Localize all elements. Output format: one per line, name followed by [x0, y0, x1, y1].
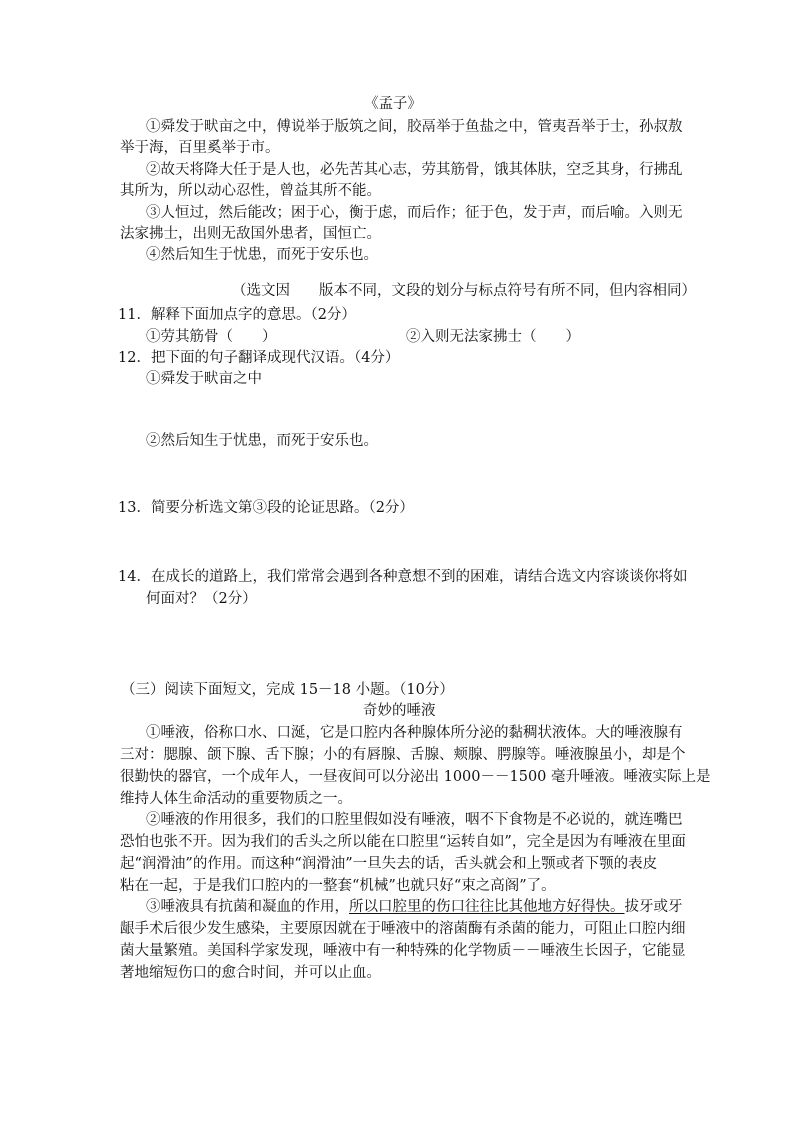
question-12-item-2: ②然后知生于忧患，而死于安乐也。 — [146, 433, 378, 449]
question-11: 11．解释下面加点字的意思。（2分） — [118, 307, 356, 323]
question-14-line-2: 何面对？（2分） — [146, 591, 257, 607]
passage-paragraph-1-line-1: ①舜发于畎亩之中，傅说举于版筑之间，胶鬲举于鱼盐之中，管夷吾举于士，孙叔敖 — [146, 119, 683, 135]
question-11-item-1: ①劳其筋骨（ ） — [146, 329, 277, 345]
article-paragraph-2-line-1: ②唾液的作用很多，我们的口腔里假如没有唾液，咽不下食物是不必说的，就连嘴巴 — [146, 812, 683, 828]
article-paragraph-3-line-3: 菌大量繁殖。美国科学家发现，唾液中有一种特殊的化学物质－－唾液生长因子，它能显 — [120, 943, 686, 959]
question-12-item-1: ①舜发于畎亩之中 — [146, 371, 262, 387]
passage-paragraph-1-line-2: 举于海，百里奚举于市。 — [120, 140, 280, 156]
article-paragraph-1-line-1: ①唾液，俗称口水、口涎，它是口腔内各种腺体所分泌的黏稠状液体。大的唾液腺有 — [146, 725, 683, 741]
article-paragraph-2-line-2: 恐怕也张不开。因为我们的舌头之所以能在口腔里“运转自如”，完全是因为有唾液在里面 — [120, 834, 686, 850]
article-paragraph-2-line-4: 粘在一起，于是我们口腔内的一整套“机械”也就只好“束之高阁”了。 — [120, 878, 556, 894]
question-14-line-1: 14．在成长的道路上，我们常常会遇到各种意想不到的困难，请结合选文内容谈谈你将如 — [118, 569, 688, 585]
article-paragraph-3-line-2: 龈手术后很少发生感染，主要原因就在于唾液中的溶菌酶有杀菌的能力，可阻止口腔内细 — [120, 921, 686, 937]
passage-paragraph-2-line-2: 其所为，所以动心忍性，曾益其所不能。 — [120, 183, 381, 199]
selection-note: （选文因 版本不同，文段的划分与标点符号有所不同，但内容相同） — [232, 283, 696, 299]
passage-title-mencius: 《孟子》 — [364, 96, 422, 112]
article-paragraph-1-line-4: 维持人体生命活动的重要物质之一。 — [120, 791, 352, 807]
passage-paragraph-2-line-1: ②故天将降大任于是人也，必先苦其心志，劳其筋骨，饿其体肤，空乏其身，行拂乱 — [146, 162, 683, 178]
article-paragraph-3-line-1 — [146, 897, 683, 917]
article-paragraph-3-suffix: 拔牙或牙 — [624, 899, 683, 915]
passage-paragraph-3-line-2: 法家拂士，出则无敌国外患者，国恒亡。 — [120, 226, 381, 242]
passage-paragraph-3-line-1: ③人恒过，然后能改；困于心，衡于虑，而后作；征于色，发于声，而后喻。入则无 — [146, 205, 683, 221]
article-title: 奇妙的唾液 — [363, 703, 436, 719]
section-3-heading: （三）阅读下面短文，完成 15－18 小题。（10分） — [121, 682, 454, 698]
article-paragraph-1-line-3: 很勤快的器官，一个成年人，一昼夜间可以分泌出 1000－－1500 毫升唾液。唾液实际上是 — [120, 769, 711, 785]
article-paragraph-1-line-2: 三对：腮腺、颌下腺、舌下腺；小的有唇腺、舌腺、颊腺、腭腺等。唾液腺虽小，却是个 — [120, 747, 686, 763]
passage-paragraph-4: ④然后知生于忧患，而死于安乐也。 — [146, 247, 378, 263]
article-paragraph-3-line-4: 著地缩短伤口的愈合时间，并可以止血。 — [120, 965, 381, 981]
underlined-sentence: 所以口腔里的伤口往往比其他地方好得快。 — [349, 899, 625, 915]
question-11-item-2: ②入则无法家拂士（ ） — [406, 329, 580, 345]
article-paragraph-3-prefix: ③唾液具有抗菌和凝血的作用， — [146, 899, 349, 915]
question-12: 12．把下面的句子翻译成现代汉语。（4分） — [118, 350, 400, 366]
question-13: 13．简要分析选文第③段的论证思路。（2分） — [118, 500, 414, 516]
article-paragraph-2-line-3: 起“润滑油”的作用。而这种“润滑油”一旦失去的话，舌头就会和上颚或者下颚的表皮 — [120, 856, 658, 872]
